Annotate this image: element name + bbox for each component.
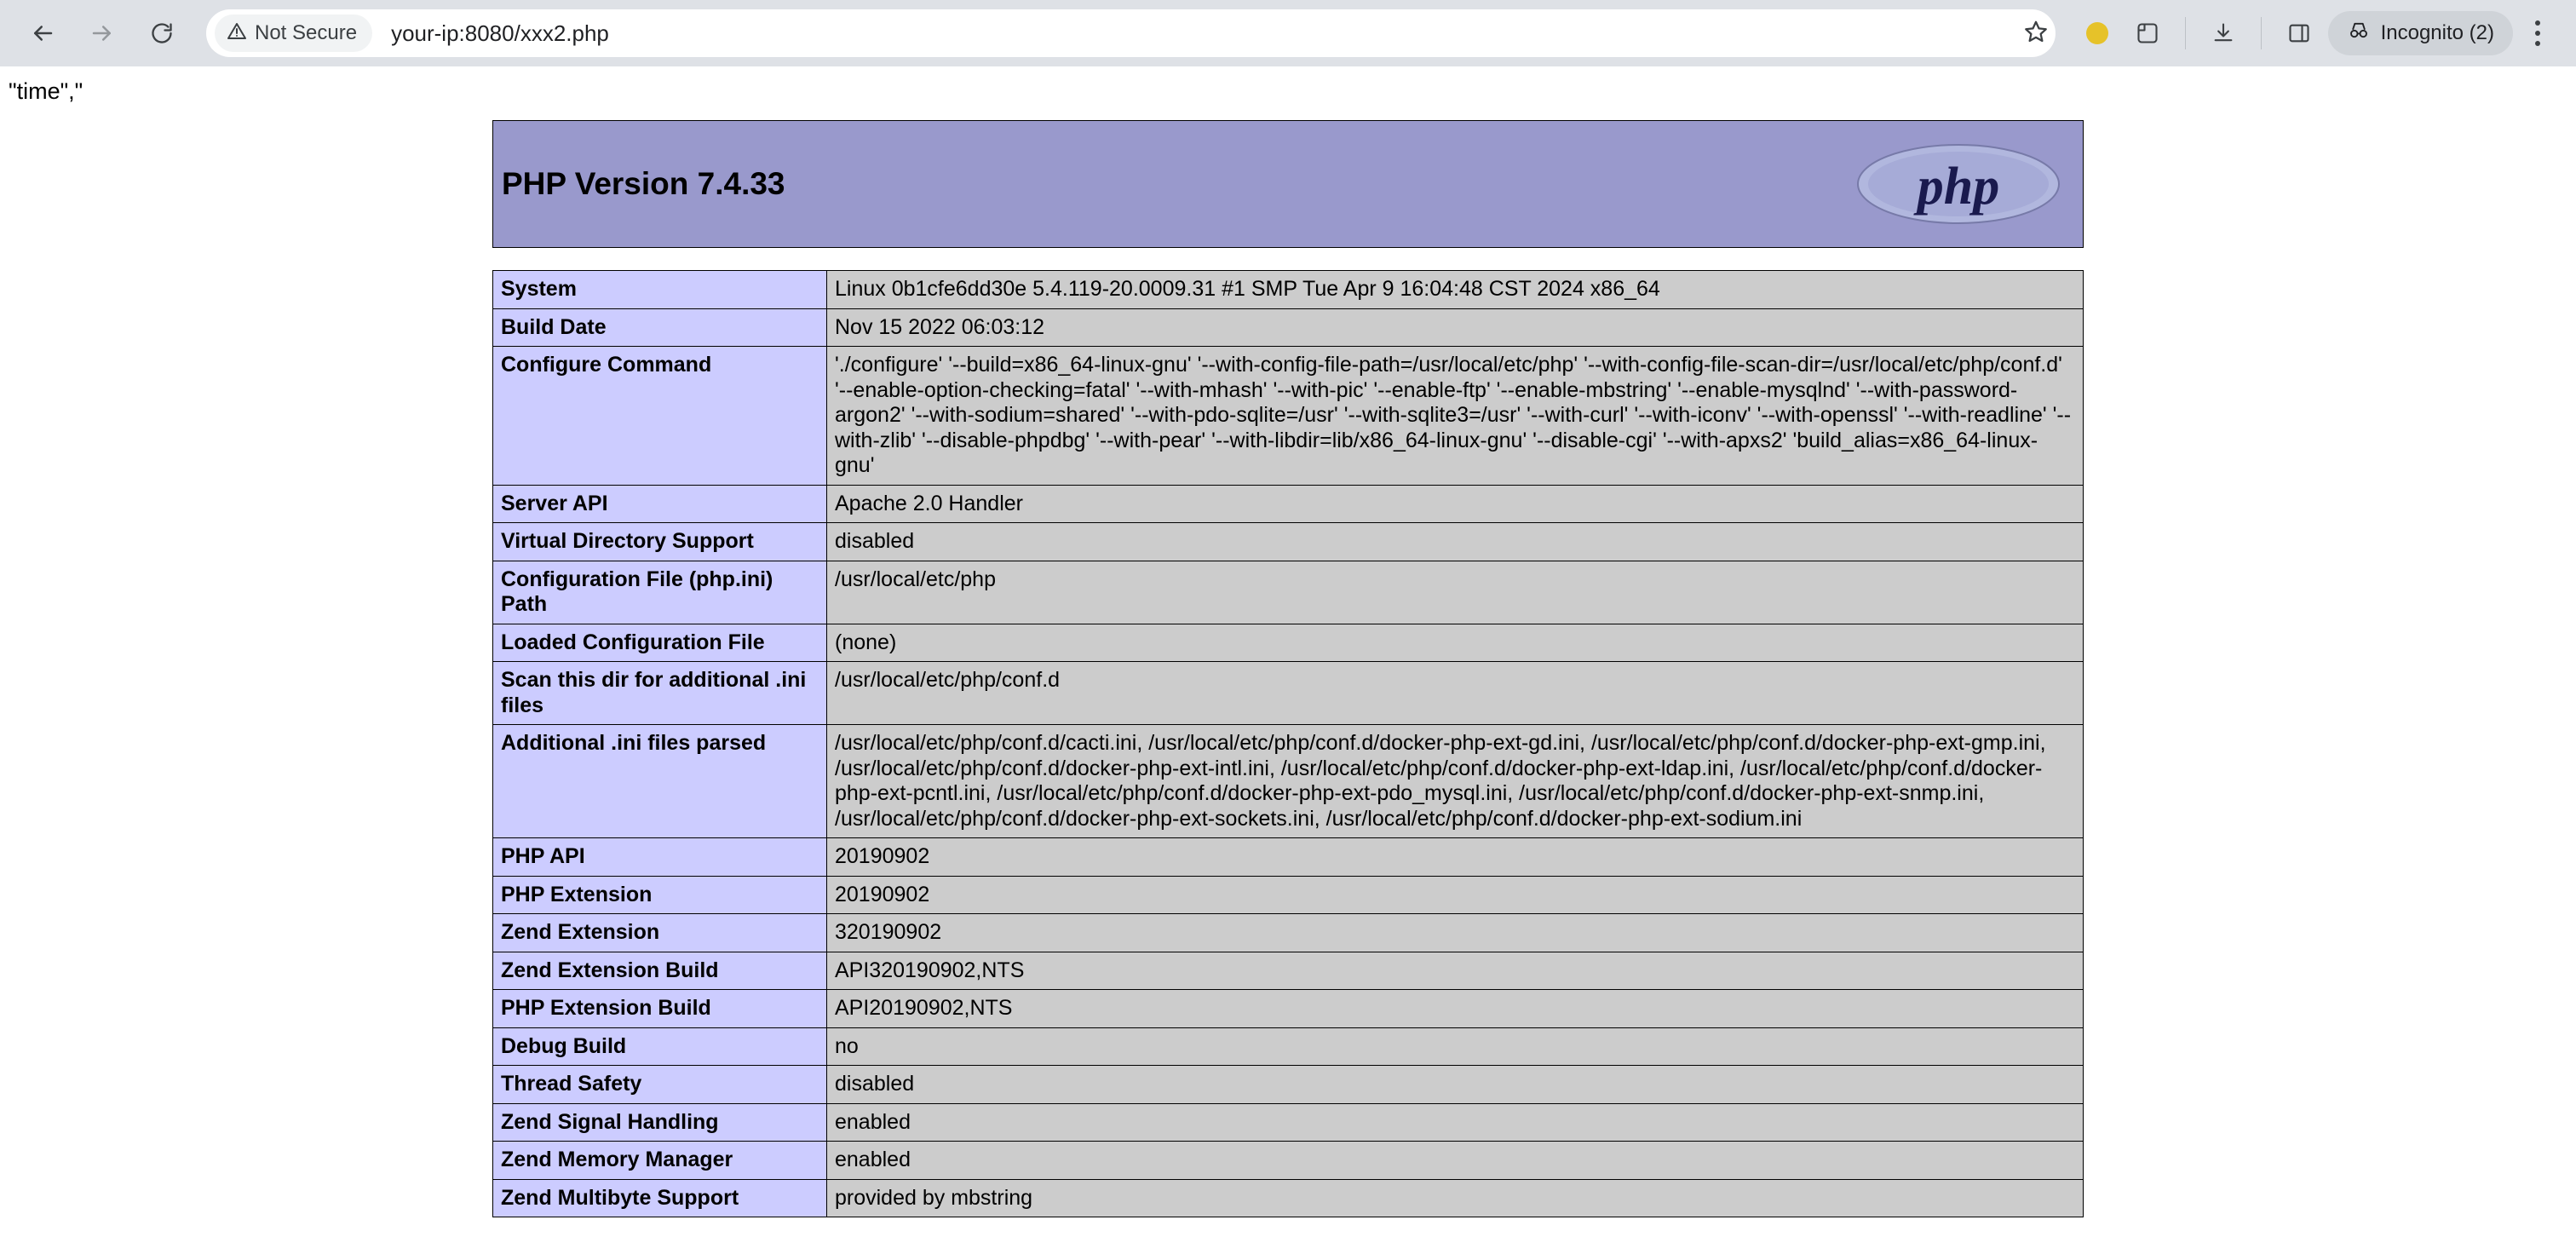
table-row	[493, 990, 2084, 1028]
table-row	[493, 876, 2084, 914]
row-key: Virtual Directory Support	[493, 523, 827, 561]
reload-icon	[150, 21, 174, 45]
row-value: /usr/local/etc/php/conf.d	[827, 662, 2084, 725]
row-key: PHP Extension	[493, 876, 827, 914]
row-value: Apache 2.0 Handler	[827, 485, 2084, 523]
row-value: no	[827, 1027, 2084, 1066]
profile-status-dot[interactable]	[2086, 22, 2108, 44]
table-row	[493, 523, 2084, 561]
row-key: PHP Extension Build	[493, 990, 827, 1028]
row-value: './configure' '--build=x86_64-linux-gnu' '--with-config-file-path=/usr/local/etc/php' '--with-config-file-scan-dir=/usr/local/etc/php/conf.d' '--enable-option-checking=fatal' '--with-mhash' '--with-pic' '--enable-ftp' '--enable-mbstring' '--enable-mysqlnd' '--with-password-argon2' '--with-sodium=shared' '--with-pdo-sqlite=/usr' '--with-sqlite3=/usr' '--with-curl' '--with-iconv' '--with-openssl' '--with-readline' '--with-zlib' '--disable-phpdbg' '--with-pear' '--with-libdir=lib/x86_64-linux-gnu' '--disable-cgi' '--with-apxs2' 'build_alias=x86_64-linux-gnu'	[827, 347, 2084, 486]
downloads-icon	[2211, 21, 2235, 45]
row-value: /usr/local/etc/php	[827, 561, 2084, 624]
row-key: Additional .ini files parsed	[493, 725, 827, 838]
row-value: disabled	[827, 1066, 2084, 1104]
bookmark-star-icon[interactable]	[2023, 19, 2049, 49]
row-value: 20190902	[827, 876, 2084, 914]
incognito-hat-icon	[2347, 20, 2371, 47]
table-row	[493, 1066, 2084, 1104]
phpinfo-table-body	[493, 271, 2084, 1217]
table-row	[493, 485, 2084, 523]
row-value: disabled	[827, 523, 2084, 561]
toolbar-divider-2	[2261, 17, 2262, 49]
row-key: Configure Command	[493, 347, 827, 486]
forward-button[interactable]	[78, 9, 126, 57]
table-row	[493, 725, 2084, 838]
row-value: Nov 15 2022 06:03:12	[827, 308, 2084, 347]
site-security-badge[interactable]	[215, 14, 372, 52]
site-security-label: Not Secure	[255, 21, 358, 44]
forward-arrow-icon	[89, 20, 115, 46]
row-key: Zend Extension	[493, 914, 827, 952]
row-key: Configuration File (php.ini) Path	[493, 561, 827, 624]
extensions-icon	[2136, 21, 2159, 45]
incognito-indicator[interactable]	[2328, 11, 2513, 55]
url-text[interactable]: your-ip:8080/xxx2.php	[391, 20, 609, 46]
php-logo-icon	[1856, 133, 2061, 235]
extensions-button[interactable]	[2124, 9, 2171, 57]
phpinfo-table	[492, 270, 2084, 1217]
row-value: 320190902	[827, 914, 2084, 952]
row-key: Zend Multibyte Support	[493, 1179, 827, 1217]
row-key: System	[493, 271, 827, 309]
browser-toolbar	[0, 0, 2576, 66]
row-value: enabled	[827, 1142, 2084, 1180]
incognito-label: Incognito (2)	[2380, 21, 2494, 44]
row-key: Server API	[493, 485, 827, 523]
table-row	[493, 838, 2084, 877]
table-row	[493, 308, 2084, 347]
toolbar-actions	[2076, 9, 2557, 57]
row-key: Zend Extension Build	[493, 952, 827, 990]
table-row	[493, 561, 2084, 624]
row-key: Thread Safety	[493, 1066, 827, 1104]
toolbar-divider	[2185, 17, 2186, 49]
row-value: (none)	[827, 624, 2084, 662]
table-row	[493, 624, 2084, 662]
browser-menu-button[interactable]	[2518, 9, 2557, 57]
warning-triangle-icon	[227, 21, 247, 46]
three-dot-menu-icon	[2535, 18, 2540, 49]
reload-button[interactable]	[138, 9, 186, 57]
table-row	[493, 952, 2084, 990]
table-row	[493, 1179, 2084, 1217]
reading-list-button[interactable]	[2275, 9, 2323, 57]
table-row	[493, 1103, 2084, 1142]
table-row	[493, 662, 2084, 725]
address-bar[interactable]	[206, 9, 2056, 57]
table-row	[493, 1027, 2084, 1066]
row-key: Zend Signal Handling	[493, 1103, 827, 1142]
svg-text:php: php	[1917, 158, 2000, 216]
reading-list-icon	[2287, 21, 2311, 45]
table-row	[493, 914, 2084, 952]
phpinfo-container	[492, 120, 2084, 1217]
row-value: 20190902	[827, 838, 2084, 877]
table-row	[493, 1142, 2084, 1180]
row-value: enabled	[827, 1103, 2084, 1142]
row-key: Build Date	[493, 308, 827, 347]
row-value: provided by mbstring	[827, 1179, 2084, 1217]
page-content	[0, 66, 2576, 1237]
row-key: Zend Memory Manager	[493, 1142, 827, 1180]
downloads-button[interactable]	[2199, 9, 2247, 57]
row-value: Linux 0b1cfe6dd30e 5.4.119-20.0009.31 #1 SMP Tue Apr 9 16:04:48 CST 2024 x86_64	[827, 271, 2084, 309]
row-value: API20190902,NTS	[827, 990, 2084, 1028]
back-arrow-icon	[30, 20, 55, 46]
page-title: PHP Version 7.4.33	[502, 166, 785, 201]
row-key: Scan this dir for additional .ini files	[493, 662, 827, 725]
row-key: PHP API	[493, 838, 827, 877]
row-key: Loaded Configuration File	[493, 624, 827, 662]
back-button[interactable]	[19, 9, 66, 57]
phpinfo-header	[492, 120, 2084, 248]
row-value: /usr/local/etc/php/conf.d/cacti.ini, /usr/local/etc/php/conf.d/docker-php-ext-gd.ini, /usr/local/etc/php/conf.d/docker-php-ext-gmp.ini, /usr/local/etc/php/conf.d/docker-php-ext-intl.ini, /usr/local/etc/php/conf.d/docker-php-ext-ldap.ini, /usr/local/etc/php/conf.d/docker-php-ext-pcntl.ini, /usr/local/etc/php/conf.d/docker-php-ext-pdo_mysql.ini, /usr/local/etc/php/conf.d/docker-php-ext-snmp.ini, /usr/local/etc/php/conf.d/docker-php-ext-sockets.ini, /usr/local/etc/php/conf.d/docker-php-ext-sodium.ini	[827, 725, 2084, 838]
row-key: Debug Build	[493, 1027, 827, 1066]
stray-output-text: "time","	[9, 78, 83, 104]
row-value: API320190902,NTS	[827, 952, 2084, 990]
table-row	[493, 347, 2084, 486]
table-row	[493, 271, 2084, 309]
